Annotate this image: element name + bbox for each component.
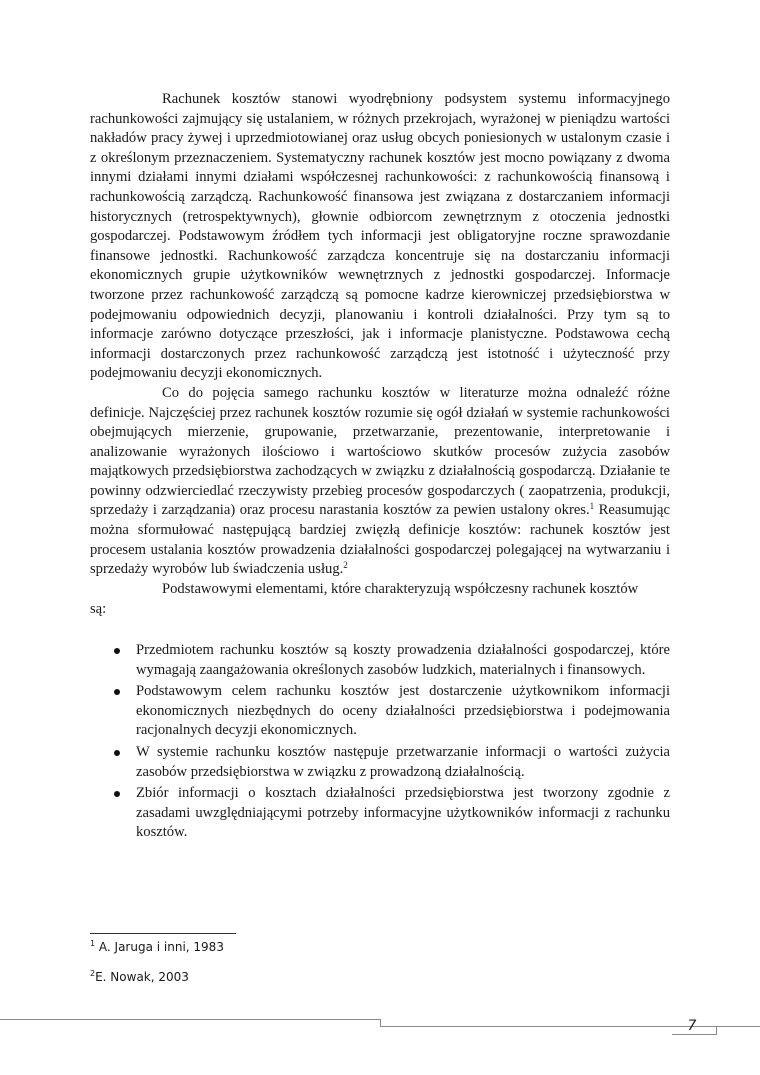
footnote-text: E. Nowak, 2003 <box>95 970 189 984</box>
footnote-text: A. Jaruga i inni, 1983 <box>95 940 224 954</box>
footnote-mark: 2 <box>90 969 96 978</box>
footnote-ref-1[interactable]: 1 <box>589 501 595 512</box>
list-item-text: W systemie rachunku kosztów następuje przetwarzanie informacji o wartości zużycia zasobów przedsiębiorstwa w związku z prowadzoną działalnością. <box>136 744 670 780</box>
paragraph-definitions <box>90 384 670 580</box>
footer-rule-left <box>0 1019 381 1020</box>
paragraph-intro: Rachunek kosztów stanowi wyodrębniony podsystem systemu informacyjnego rachunkowości zajmujący się ustalaniem, w różnych przekrojach, wyrażonej w pieniądzu wartości nakładów pracy żywej i uprzedmiotowianej oraz usług obcych poniesionych w ustalonym czasie i z określonym przeznaczeniem. Systematyczny rachunek kosztów jest mocno powiązany z dwoma innymi działami innymi działami współczesnej rachunkowości: z rachunkowością finansową i rachunkowością zarządczą. Rachunkowość finansowa jest związana z dostarczaniem informacji historycznych (retrospektywnych), głownie odbiorcom zewnętrznym z otoczenia jednostki gospodarczej. Podstawowym źródłem tych informacji jest obligatoryjne roczne sprawozdanie finansowe jednostki. Rachunkowość zarządcza koncentruje się na dostarczaniu informacji ekonomicznych grupie użytkowników wewnętrznych z jednostki gospodarczej. Informacje tworzone przez rachunkowość zarządczą są pomocne kadrze kierowniczej przedsiębiorstwa w podejmowaniu odpowiednich decyzji, planowaniu i kontroli działalności. Przy tym są to informacje zarówno dotyczące przeszłości, jak i informacje planistyczne. Podstawowa cechą informacji dostarczonych przez rachunkowość zarządczą jest istotność i użyteczność przy podejmowaniu decyzji ekonomicznych. <box>90 91 670 382</box>
bullet-icon <box>114 750 120 756</box>
list-item-text: Zbiór informacji o kosztach działalności przedsiębiorstwa jest tworzony zgodnie z zasadami uwzględniającymi potrzeby informacyjne użytkowników informacji z rachunku kosztów. <box>136 785 670 841</box>
list-item-text: Podstawowym celem rachunku kosztów jest dostarczenie użytkownikom informacji ekonomicznych niezbędnych do oceny działalności przedsiębiorstwa i podejmowania racjonalnych decyzji ekonomicznych. <box>136 683 670 739</box>
footnote-1 <box>90 938 670 956</box>
list-item-text: Przedmiotem rachunku kosztów są koszty prowadzenia działalności gospodarczej, które wymagają zaangażowania określonych zasobów ludzkich, materialnych i finansowych. <box>136 642 670 678</box>
bullet-icon <box>114 648 120 654</box>
list-item <box>90 743 670 782</box>
paragraph-elements-continuation: są: <box>90 601 107 618</box>
footnote-mark: 1 <box>90 939 96 948</box>
paragraph-definitions-part2: Reasumując można sformułować następującą bardziej zwięzłą definicje kosztów: rachunek kosztów jest procesem ustalania kosztów prowadzenia działalności gospodarczej polegającej na wytwarzaniu i sprzedaży wyrobów lub świadczenia usług. <box>90 502 670 578</box>
footnote-2 <box>90 968 670 986</box>
list-item <box>90 682 670 741</box>
footnote-ref-2[interactable]: 2 <box>343 560 348 571</box>
bullet-icon <box>114 791 120 797</box>
body-text <box>90 90 670 845</box>
list-item <box>90 784 670 843</box>
footnotes <box>90 938 670 986</box>
page-number: 7 <box>687 1018 697 1034</box>
bullet-icon <box>114 689 120 695</box>
footnote-separator <box>90 933 236 934</box>
list-item <box>90 641 670 680</box>
paragraph-definitions-part1: Co do pojęcia samego rachunku kosztów w literaturze można odnaleźć różne definicje. Najczęściej przez rachunek kosztów rozumie się ogół działań w systemie rachunkowości obejmujących mierzenie, grupowanie, przetwarzanie, prezentowanie, interpretowanie i analizowanie wyrażonych ilościowo i wartościowo skutków procesów zużycia zasobów majątkowych przedsiębiorstwa zachodzących w związku z działalnością gospodarczą. Działanie te powinny odzwierciedlać rzeczywisty przebieg procesów gospodarczych ( zaopatrzenia, produkcji, sprzedaży i zarządzania) oraz procesu narastania kosztów za pewien ustalony okres. <box>90 384 670 519</box>
paragraph-elements-intro: Podstawowymi elementami, które charakteryzują współczesny rachunek kosztów <box>162 580 639 597</box>
characteristics-list <box>90 641 670 843</box>
